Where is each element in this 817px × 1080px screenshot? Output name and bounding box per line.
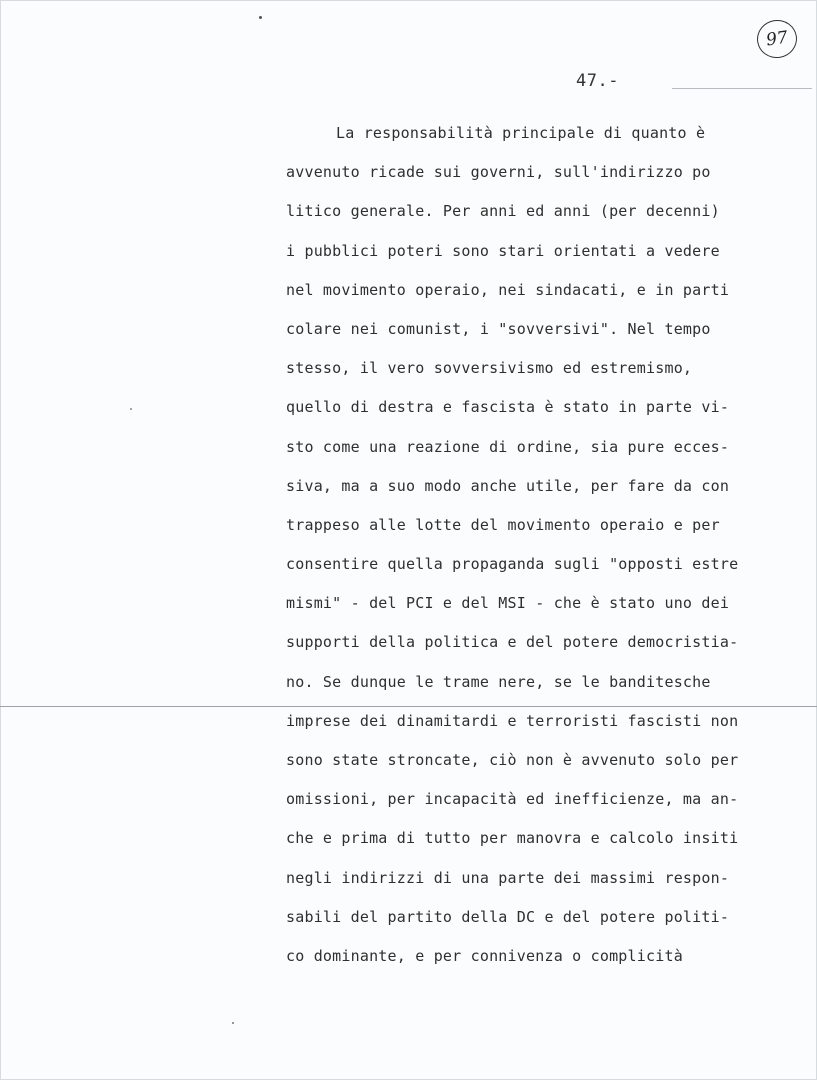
text-line: avvenuto ricade sui governi, sull'indirizzo po [286,163,711,182]
text-line: trappeso alle lotte del movimento operaio e per [286,515,720,534]
ink-speck [259,16,262,19]
text-line: La responsabilità principale di quanto è [336,124,706,142]
ink-speck [130,408,132,410]
archive-stamp [755,17,800,60]
text-line: colare nei comunist, i "sovversivi". Nel tempo [286,319,711,338]
fold-line [0,706,817,707]
text-line: i pubblici poteri sono stari orientati a vedere [286,241,720,260]
text-line: siva, ma a suo modo anche utile, per fare da con [286,476,730,495]
top-right-rule [672,88,812,89]
text-line: mismi" - del PCI e del MSI - che è stato uno dei [286,594,730,613]
text-line: litico generale. Per anni ed anni (per decenni) [286,202,720,221]
ink-speck [232,1022,234,1024]
text-line: consentire quella propaganda sugli "opposti estre [286,555,739,574]
text-line: che e prima di tutto per manovra e calcolo insiti [286,829,739,848]
text-line: omissioni, per incapacità ed inefficienze, ma an- [286,790,739,809]
text-line: stesso, il vero sovversivismo ed estremismo, [286,359,693,378]
text-line: imprese dei dinamitardi e terroristi fascisti non [286,711,739,730]
body-text [286,114,786,976]
text-line: no. Se dunque le trame nere, se le banditesche [286,672,711,691]
text-line: co dominante, e per connivenza o complicità [286,946,683,965]
text-line: quello di destra e fascista è stato in parte vi- [286,398,730,417]
archive-stamp-number: 97 [764,27,790,51]
text-line: nel movimento operaio, nei sindacati, e in parti [286,280,730,299]
text-line: sto come una reazione di ordine, sia pure ecces- [286,437,730,456]
text-line: sabili del partito della DC e del potere politi- [286,907,730,926]
text-line: sono state stroncate, ciò non è avvenuto solo per [286,751,739,769]
text-line: negli indirizzi di una parte dei massimi respon- [286,868,730,887]
page-number: 47.- [576,71,619,91]
text-line: supporti della politica e del potere democristia- [286,633,739,652]
